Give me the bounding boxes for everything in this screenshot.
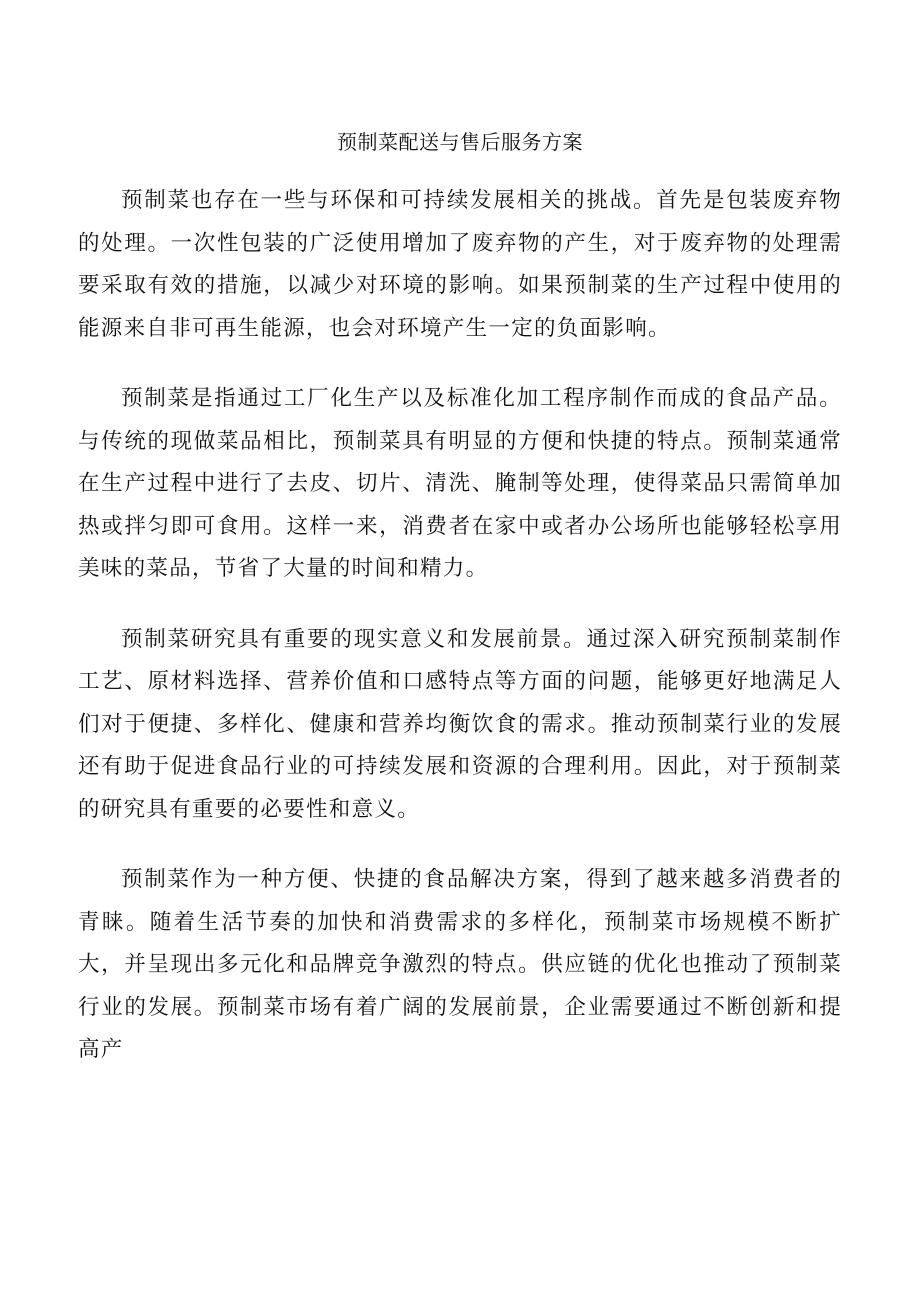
paragraph-market: 预制菜作为一种方便、快捷的食品解决方案，得到了越来越多消费者的青睐。随着生活节奏的加快和消费需求的多样化，预制菜市场规模不断扩大，并呈现出多元化和品牌竞争激烈的特点。供应链的优化也推动了预制菜行业的发展。预制菜市场有着广阔的发展前景，企业需要通过不断创新和提高产 [78, 867, 842, 1062]
paragraph-definition: 预制菜是指通过工厂化生产以及标准化加工程序制作而成的食品产品。与传统的现做菜品相比，预制菜具有明显的方便和快捷的特点。预制菜通常在生产过程中进行了去皮、切片、清洗、腌制等处理，使得菜品只需简单加热或拌匀即可食用。这样一来，消费者在家中或者办公场所也能够轻松享用美味的菜品，节省了大量的时间和精力。 [78, 386, 842, 581]
document-body [78, 180, 842, 1100]
paragraph-significance: 预制菜研究具有重要的现实意义和发展前景。通过深入研究预制菜制作工艺、原材料选择、营养价值和口感特点等方面的问题，能够更好地满足人们对于便捷、多样化、健康和营养均衡饮食的需求。推动预制菜行业的发展还有助于促进食品行业的可持续发展和资源的合理利用。因此，对于预制菜的研究具有重要的必要性和意义。 [78, 626, 842, 822]
paragraph-environment: 预制菜也存在一些与环保和可持续发展相关的挑战。首先是包装废弃物的处理。一次性包装的广泛使用增加了废弃物的产生，对于废弃物的处理需要采取有效的措施，以减少对环境的影响。如果预制菜的生产过程中使用的能源来自非可再生能源，也会对环境产生一定的负面影响。 [78, 188, 842, 341]
document-title: 预制菜配送与售后服务方案 [337, 130, 583, 154]
